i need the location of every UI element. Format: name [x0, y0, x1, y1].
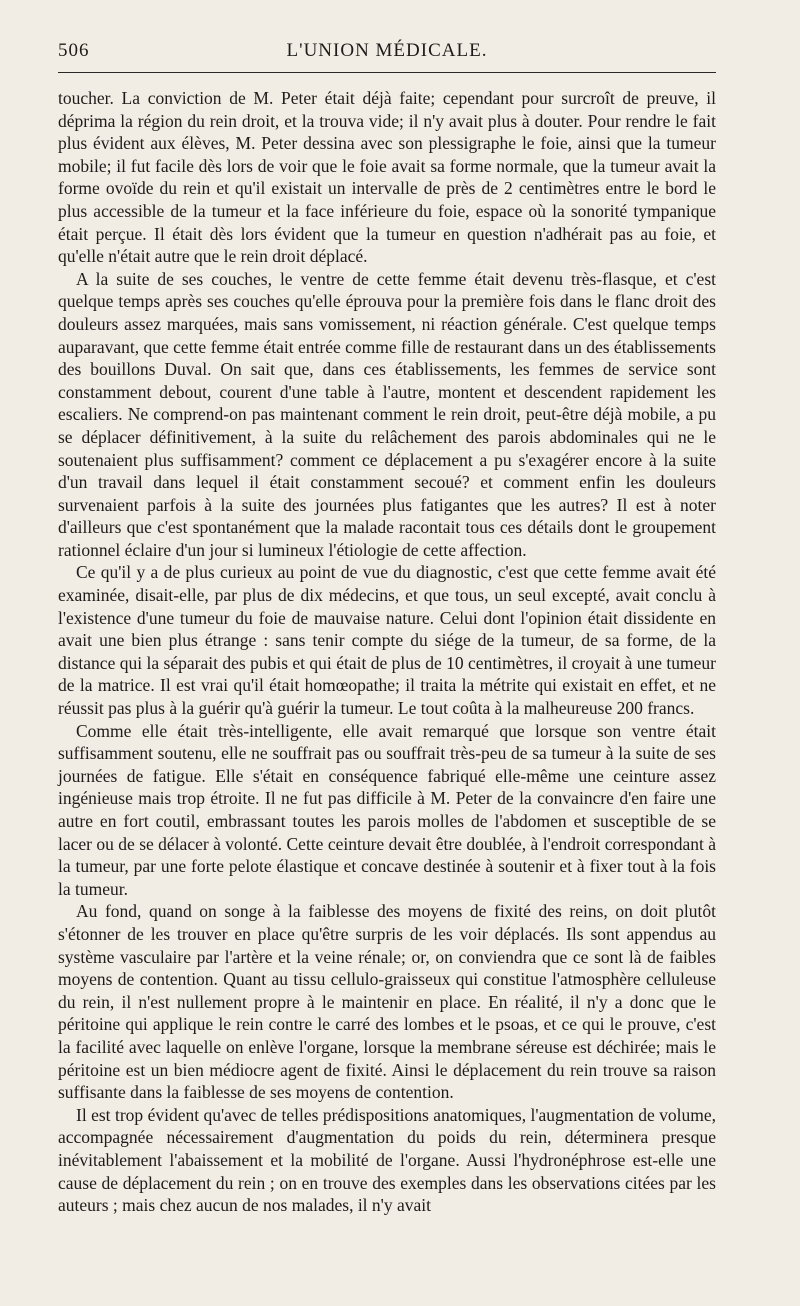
body-text — [58, 87, 716, 1217]
paragraph: Comme elle était très-intelligente, elle avait remarqué que lorsque son ventre était suffisamment soutenu, elle ne souffrait pas ou souffrait très-peu de sa tumeur à la suite de ses journées de fatigue. Elle s'était en conséquence fabriqué elle-même une ceinture assez ingénieuse mais trop étroite. Il ne fut pas difficile à M. Peter de la convaincre d'en faire une autre en fort coutil, embrassant toutes les parois molles de l'abdomen et susceptible de se lacer ou de se délacer à volonté. Cette ceinture devait être doublée, à l'endroit correspondant à la tumeur, par une forte pelote élastique et concave destinée à soutenir et à fixer tout à la fois la tumeur. — [58, 720, 716, 899]
paragraph: A la suite de ses couches, le ventre de cette femme était devenu très-flasque, et c'est quelque temps après ses couches qu'elle éprouva pour la première fois dans le flanc droit des douleurs assez marquées, mais sans vomissement, ni réaction générale. C'est quelque temps auparavant, que cette femme était entrée comme fille de restaurant dans un des établissements des bouillons Duval. On sait que, dans ces établissements, les femmes de service sont constamment debout, courent d'une table à l'autre, montent et descendent rapidement les escaliers. Ne comprend-on pas maintenant comment le rein droit, peut-être déjà mobile, a pu se déplacer définitivement, à la suite du relâchement des parois abdominales qui ne le soutenaient plus suffisamment? comment ce déplacement a pu s'exagérer encore à la suite d'un travail dans lequel il était constamment secoué? et comment enfin les douleurs survenaient parfois à la suite des journées plus fatigantes que les autres? Il est à noter d'ailleurs que c'est spontanément que la malade racontait tous ces détails dont le groupement rationnel éclaire d'un jour si lumineux l'étiologie de cette affection. — [58, 268, 716, 560]
paragraph: Au fond, quand on songe à la faiblesse des moyens de fixité des reins, on doit plutôt s'étonner de les trouver en place qu'être surpris de les voir déplacés. Ils sont appendus au système vasculaire par l'artère et la veine rénale; or, on conviendra que ce sont là de faibles moyens de contention. Quant au tissu cellulo-graisseux qui constitue l'atmosphère celluleuse du rein, il n'est nullement propre à le maintenir en place. En réalité, il n'y a donc que le péritoine qui applique le rein contre le carré des lombes et le psoas, et ce qui le prouve, c'est la facilité avec laquelle on enlève l'organe, lorsque la membrane séreuse est déchirée; mais le péritoine est un bien médiocre agent de fixité. Ainsi le déplacement du rein trouve sa raison suffisante dans la faiblesse de ses moyens de contention. — [58, 901, 716, 1103]
header-rule — [58, 72, 716, 73]
paragraph: toucher. La conviction de M. Peter était déjà faite; cependant pour surcroît de preuve, il déprima la région du rein droit, et la trouva vide; il n'y avait plus à douter. Pour rendre le fait plus évident aux élèves, M. Peter dessina avec son plessigraphe le foie, ainsi que la tumeur mobile; il fut facile dès lors de voir que le foie avait sa forme normale, que la tumeur avait la forme ovoïde du rein et qu'il existait un intervalle de près de 2 centimètres entre le bord le plus accessible de la tumeur et la face inférieure du foie, espace où la sonorité tympanique était perçue. Il était dès lors évident que la tumeur en question n'adhérait pas au foie, et qu'elle n'était autre que le rein droit déplacé. — [58, 88, 716, 267]
page-number: 506 — [58, 40, 90, 61]
paragraph: Il est trop évident qu'avec de telles prédispositions anatomiques, l'augmentation de volume, accompagnée nécessairement d'augmentation du poids du rein, déterminera presque inévitablement l'abaissement et la mobilité de l'organe. Aussi l'hydronéphrose est-elle une cause de déplacement du rein ; on en trouve des exemples dans les observations citées par les auteurs ; mais chez aucun de nos malades, il n'y avait — [58, 1104, 716, 1216]
paragraph: Ce qu'il y a de plus curieux au point de vue du diagnostic, c'est que cette femme avait été examinée, disait-elle, par plus de dix médecins, et que tous, un seul excepté, avait conclu à l'existence d'une tumeur du foie de mauvaise nature. Celui dont l'opinion était dissidente en avait une bien plus étrange : sans tenir compte du siége de la tumeur, de sa forme, de la distance qui la séparait des pubis et qui était de plus de 10 centimètres, il croyait à une tumeur de la matrice. Il est vrai qu'il était homœopathe; il traita la métrite qui existait en effet, et ne réussit pas plus à la guérir qu'à guérir la tumeur. Le tout coûta à la malheureuse 200 francs. — [58, 562, 716, 719]
running-title: L'UNION MÉDICALE. — [286, 40, 488, 61]
running-head — [58, 30, 716, 70]
